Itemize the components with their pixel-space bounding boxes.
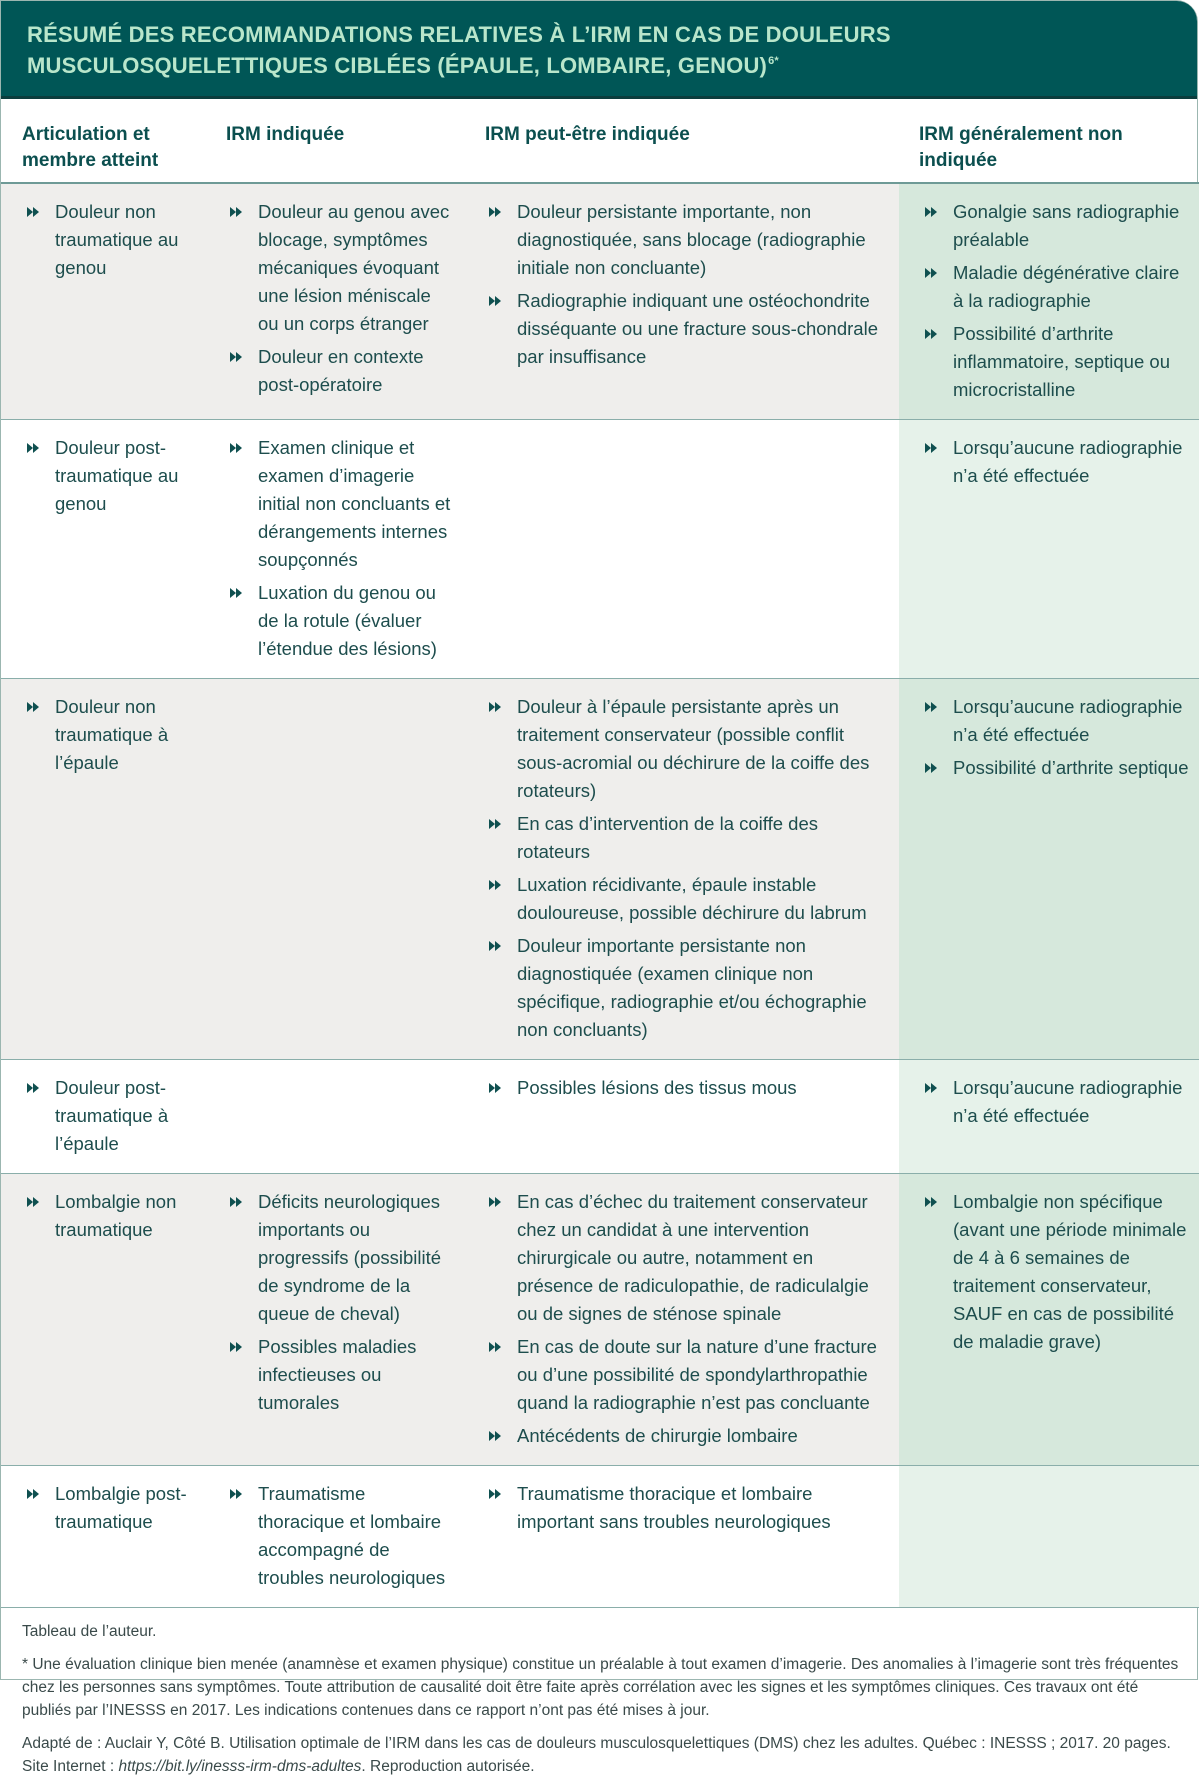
list-item: Lombalgie post-traumatique xyxy=(27,1480,196,1536)
title-banner xyxy=(1,1,1197,99)
list-item: Possibilité d’arthrite septique xyxy=(925,754,1191,782)
indicated-list xyxy=(230,198,455,399)
cell-not-indicated xyxy=(899,679,1199,1060)
recommendations-table xyxy=(1,99,1199,1608)
table-header-row xyxy=(1,99,1199,183)
adapted-suffix: . Reproduction autorisée. xyxy=(361,1758,535,1775)
cell-indicated xyxy=(204,420,463,679)
list-item: Douleur à l’épaule persistante après un traitement conservateur (possible conflit sous-acromial ou déchirure de la coiffe des rotateurs) xyxy=(489,693,891,805)
list-item: Possibles maladies infectieuses ou tumorales xyxy=(230,1333,455,1417)
not-indicated-list xyxy=(925,434,1191,490)
list-item: Lorsqu’aucune radiographie n’a été effectuée xyxy=(925,1074,1191,1130)
cell-not-indicated xyxy=(899,1174,1199,1466)
cell-maybe xyxy=(463,1060,899,1174)
table-row xyxy=(1,1466,1199,1608)
indicated-list xyxy=(230,1188,455,1417)
not-indicated-list xyxy=(925,693,1191,782)
cell-area xyxy=(1,679,204,1060)
list-item: En cas d’échec du traitement conservateur chez un candidat à une intervention chirurgicale ou autre, notamment en présence de radiculopathie, de radiculalgie ou de signes de sténose spinale xyxy=(489,1188,891,1328)
maybe-list xyxy=(489,1188,891,1450)
list-item: En cas d’intervention de la coiffe des rotateurs xyxy=(489,810,891,866)
adapted-prefix: Adapté de : Auclair Y, Côté B. Utilisation optimale de l’IRM dans les cas de douleurs musculosquelettiques (DMS) chez les adultes. Québec : INESSS ; 2017. 20 pages. Site Internet : xyxy=(22,1735,1171,1775)
not-indicated-list xyxy=(925,198,1191,404)
area-list xyxy=(27,1480,196,1536)
area-list xyxy=(27,1188,196,1244)
list-item: Lombalgie non traumatique xyxy=(27,1188,196,1244)
adapted-from xyxy=(22,1732,1181,1778)
column-header-indicated: IRM indiquée xyxy=(204,99,463,183)
cell-indicated xyxy=(204,1060,463,1174)
list-item: Douleur importante persistante non diagnostiquée (examen clinique non spécifique, radiographie et/ou échographie non concluants) xyxy=(489,932,891,1044)
table-row xyxy=(1,420,1199,679)
list-item: Traumatisme thoracique et lombaire accompagné de troubles neurologiques xyxy=(230,1480,455,1592)
cell-maybe xyxy=(463,183,899,420)
area-list xyxy=(27,198,196,282)
table-row xyxy=(1,1174,1199,1466)
page-title: RÉSUMÉ DES RECOMMANDATIONS RELATIVES À L’IRM EN CAS DE DOULEURS MUSCULOSQUELETTIQUES CIBLÉES (ÉPAULE, LOMBAIRE, GENOU)$^{6*}$ xyxy=(27,22,891,78)
list-item: En cas de doute sur la nature d’une fracture ou d’une possibilité de spondylarthropathie quand la radiographie n’est pas concluante xyxy=(489,1333,891,1417)
list-item: Douleur post-traumatique à l’épaule xyxy=(27,1074,196,1158)
indicated-list xyxy=(230,1480,455,1592)
indicated-list xyxy=(230,434,455,663)
cell-not-indicated xyxy=(899,183,1199,420)
cell-area xyxy=(1,183,204,420)
area-list xyxy=(27,693,196,777)
footnote: * Une évaluation clinique bien menée (anamnèse et examen physique) constitue un préalable à tout examen d’imagerie. Des anomalies à l’imagerie sont très fréquentes chez les personnes sans symptômes. Toute attribution de causalité doit être faite après corrélation avec les signes et les symptômes cliniques. Ces travaux ont été publiés par l’INESSS en 2017. Les indications contenues dans ce rapport n’ont pas été mises à jour. xyxy=(22,1656,1179,1719)
column-header-maybe: IRM peut-être indiquée xyxy=(463,99,899,183)
list-item: Maladie dégénérative claire à la radiographie xyxy=(925,259,1191,315)
cell-not-indicated xyxy=(899,1466,1199,1608)
cell-not-indicated xyxy=(899,1060,1199,1174)
table-row xyxy=(1,679,1199,1060)
column-header-not-indicated: IRM généralement non indiquée xyxy=(899,99,1199,183)
cell-maybe xyxy=(463,1466,899,1608)
list-item: Gonalgie sans radiographie préalable xyxy=(925,198,1191,254)
list-item: Luxation récidivante, épaule instable douloureuse, possible déchirure du labrum xyxy=(489,871,891,927)
cell-maybe xyxy=(463,679,899,1060)
table-row xyxy=(1,1060,1199,1174)
cell-area xyxy=(1,1174,204,1466)
table-row xyxy=(1,183,1199,420)
list-item: Radiographie indiquant une ostéochondrite disséquante ou une fracture sous-chondrale par insuffisance xyxy=(489,287,891,371)
list-item: Antécédents de chirurgie lombaire xyxy=(489,1422,891,1450)
adapted-link[interactable]: https://bit.ly/inesss-irm-dms-adultes xyxy=(118,1758,362,1775)
maybe-list xyxy=(489,693,891,1044)
list-item: Douleur post-traumatique au genou xyxy=(27,434,196,518)
cell-maybe xyxy=(463,420,899,679)
list-item: Lombalgie non spécifique (avant une période minimale de 4 à 6 semaines de traitement conservateur, SAUF en cas de possibilité de maladie grave) xyxy=(925,1188,1191,1356)
list-item: Douleur non traumatique à l’épaule xyxy=(27,693,196,777)
area-list xyxy=(27,434,196,518)
cell-indicated xyxy=(204,1174,463,1466)
not-indicated-list xyxy=(925,1188,1191,1356)
list-item: Déficits neurologiques importants ou progressifs (possibilité de syndrome de la queue de cheval) xyxy=(230,1188,455,1328)
area-list xyxy=(27,1074,196,1158)
list-item: Examen clinique et examen d’imagerie initial non concluants et dérangements internes soupçonnés xyxy=(230,434,455,574)
maybe-list xyxy=(489,1074,891,1102)
column-header-area: Articulation et membre atteint xyxy=(1,99,204,183)
list-item: Douleur non traumatique au genou xyxy=(27,198,196,282)
list-item: Lorsqu’aucune radiographie n’a été effectuée xyxy=(925,693,1191,749)
table-body xyxy=(1,183,1199,1608)
title-superscript: 6* xyxy=(768,55,779,67)
table-footer xyxy=(1,1608,1197,1778)
list-item: Douleur en contexte post-opératoire xyxy=(230,343,455,399)
list-item: Luxation du genou ou de la rotule (évaluer l’étendue des lésions) xyxy=(230,579,455,663)
cell-area xyxy=(1,1060,204,1174)
cell-not-indicated xyxy=(899,420,1199,679)
list-item: Douleur au genou avec blocage, symptômes mécaniques évoquant une lésion méniscale ou un corps étranger xyxy=(230,198,455,338)
cell-area xyxy=(1,1466,204,1608)
list-item: Lorsqu’aucune radiographie n’a été effectuée xyxy=(925,434,1191,490)
cell-maybe xyxy=(463,1174,899,1466)
list-item: Possibilité d’arthrite inflammatoire, septique ou microcristalline xyxy=(925,320,1191,404)
cell-indicated xyxy=(204,1466,463,1608)
source-note: Tableau de l’auteur. xyxy=(22,1623,157,1640)
list-item: Possibles lésions des tissus mous xyxy=(489,1074,891,1102)
maybe-list xyxy=(489,1480,891,1536)
list-item: Douleur persistante importante, non diagnostiquée, sans blocage (radiographie initiale non concluante) xyxy=(489,198,891,282)
maybe-list xyxy=(489,198,891,371)
not-indicated-list xyxy=(925,1074,1191,1130)
cell-area xyxy=(1,420,204,679)
cell-indicated xyxy=(204,679,463,1060)
cell-indicated xyxy=(204,183,463,420)
list-item: Traumatisme thoracique et lombaire important sans troubles neurologiques xyxy=(489,1480,891,1536)
